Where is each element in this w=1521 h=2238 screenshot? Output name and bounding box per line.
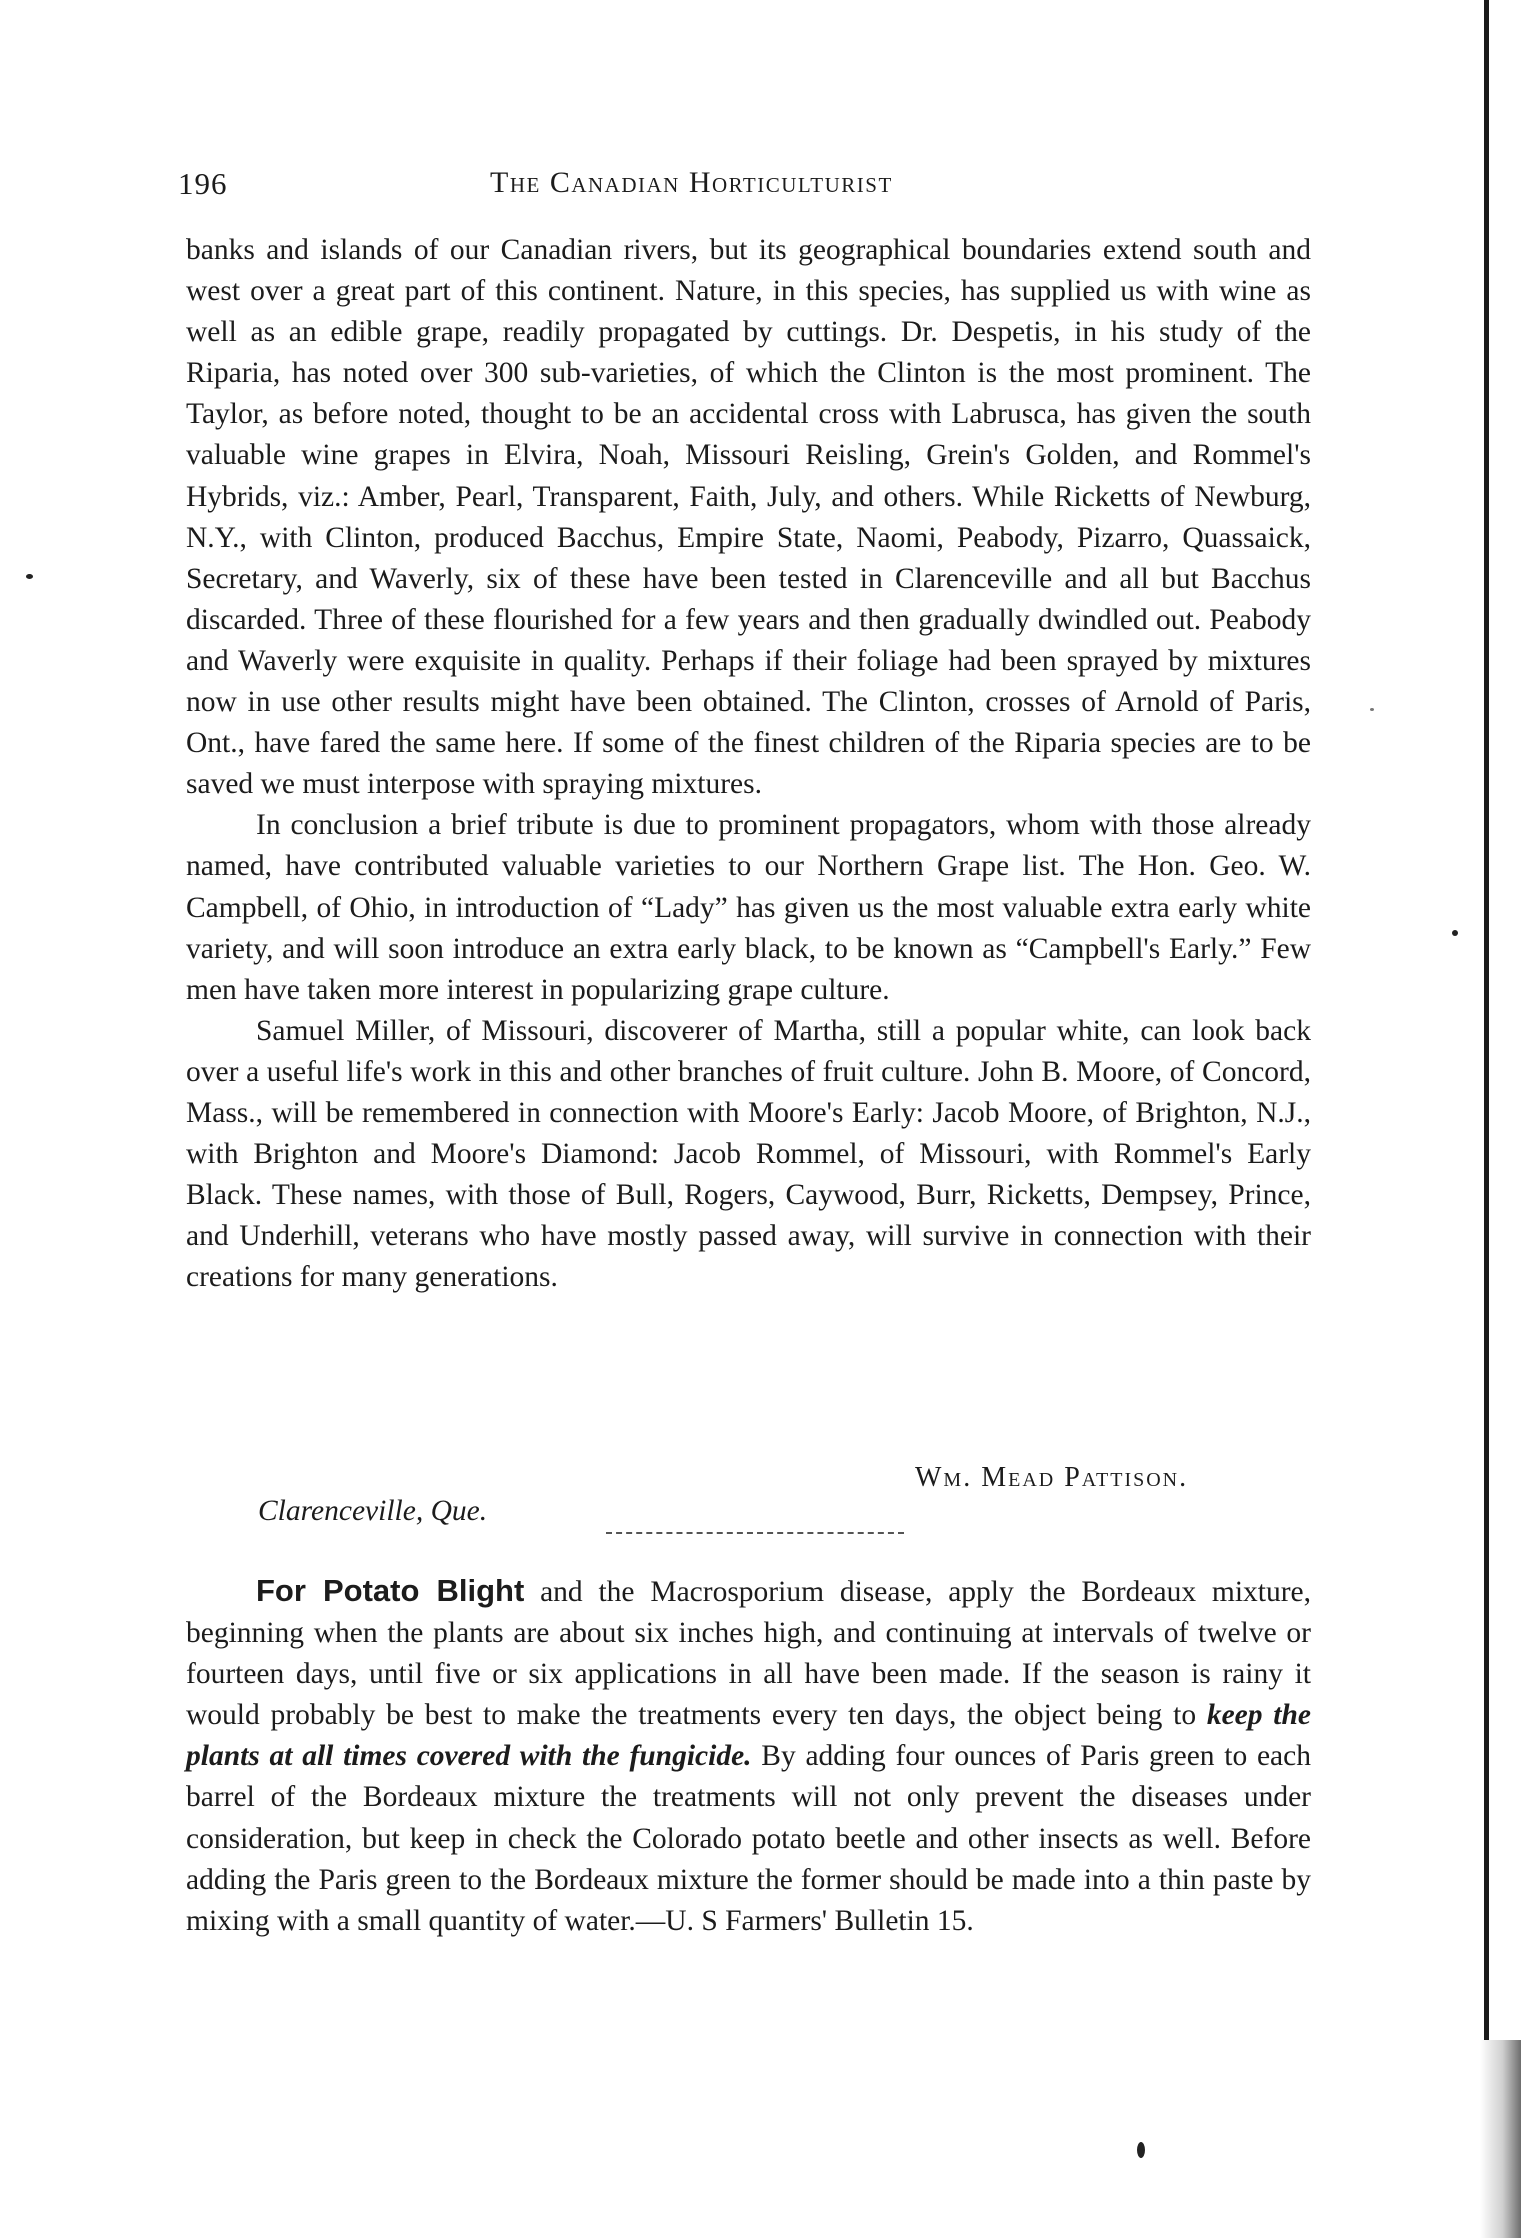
speck-mark bbox=[1370, 708, 1374, 711]
author-signature: Wm. Mead Pattison. bbox=[915, 1462, 1189, 1493]
speck-mark bbox=[26, 574, 33, 579]
section-divider bbox=[606, 1532, 904, 1534]
note-paragraph bbox=[186, 1570, 1311, 1942]
paragraph: Samuel Miller, of Missouri, discoverer of Martha, still a popular white, can look back over a useful life's work in this and other branches of fruit culture. John B. Moore, of Concord, Mass., will be remembered in connection with Moore's Early: Jacob Moore, of Brighton, N.J., with Brighton and Moore's Diamond: Jacob Rommel, of Missouri, with Rommel's Early Black. These names, with those of Bull, Rogers, Caywood, Burr, Ricketts, Dempsey, Prince, and Underhill, veterans who have mostly passed away, will survive in connection with their creations for many generations. bbox=[186, 1014, 1311, 1294]
note-text: and the Macrosporium disease, apply the Bordeaux mixture, beginning when the plants are about six inches high, and continuing at intervals of twelve or fourteen days, until five or six applications in all have been made. If the season is rainy it would probably be best to make the treatments every ten days, the object being to bbox=[186, 1576, 1312, 1732]
note-lead: For Potato Blight bbox=[256, 1573, 525, 1608]
article-body bbox=[186, 230, 1311, 1298]
paragraph: In conclusion a brief tribute is due to prominent propagators, whom with those already named, have contributed valuable varieties to our Northern Grape list. The Hon. Geo. W. Campbell, of Ohio, in introduction of “Lady” has given us the most valuable extra early white variety, and will soon introduce an extra early black, to be known as “Campbell's Early.” Few men have taken more interest in popularizing grape culture. bbox=[186, 809, 1311, 1006]
speck-mark bbox=[1452, 930, 1458, 936]
page-edge-shadow bbox=[1480, 2040, 1521, 2238]
note-text: By adding four ounces of Paris green to each barrel of the Bordeaux mixture the treatments will not only prevent the diseases under consideration, but keep in check the Colorado potato beetle and other insects as well. Before adding the Paris green to the Bordeaux mixture the former should be made into a thin paste by mixing with a small quantity of water.—U. S Farmers' Bulletin 15. bbox=[186, 1740, 1311, 1937]
speck-mark bbox=[1137, 2142, 1145, 2158]
paragraph: banks and islands of our Canadian rivers, but its geographical boundaries extend south and west over a great part of this continent. Nature, in this species, has supplied us with wine as well as an edible grape, readily propagated by cuttings. Dr. Despetis, in his study of the Riparia, has noted over 300 sub-varieties, of which the Clinton is the most prominent. The Taylor, as before noted, thought to be an accidental cross with Labrusca, has given the south valuable wine grapes in Elvira, Noah, Missouri Reisling, Grein's Golden, and Rommel's Hybrids, viz.: Amber, Pearl, Transparent, Faith, July, and others. While Ricketts of Newburg, N.Y., with Clinton, produced Bacchus, Empire State, Naomi, Peabody, Pizarro, Quassaick, Secretary, and Waverly, six of these have been tested in Clarenceville and all but Bacchus discarded. Three of these flourished for a few years and then gradually dwindled out. Peabody and Waverly were exquisite in quality. Perhaps if their foliage had been sprayed by mixtures now in use other results might have been obtained. The Clinton, crosses of Arnold of Paris, Ont., have fared the same here. If some of the finest children of the Riparia species are to be saved we must interpose with spraying mixtures. bbox=[186, 234, 1311, 801]
page-edge-line bbox=[1484, 0, 1489, 2238]
running-head: The Canadian Horticulturist bbox=[490, 166, 893, 199]
note-emphasis: keep the plants at all times covered with the fungicide. bbox=[186, 1699, 1311, 1773]
potato-blight-note bbox=[186, 1570, 1311, 1942]
author-place: Clarenceville, Que. bbox=[258, 1495, 488, 1527]
page-number: 196 bbox=[178, 166, 228, 201]
